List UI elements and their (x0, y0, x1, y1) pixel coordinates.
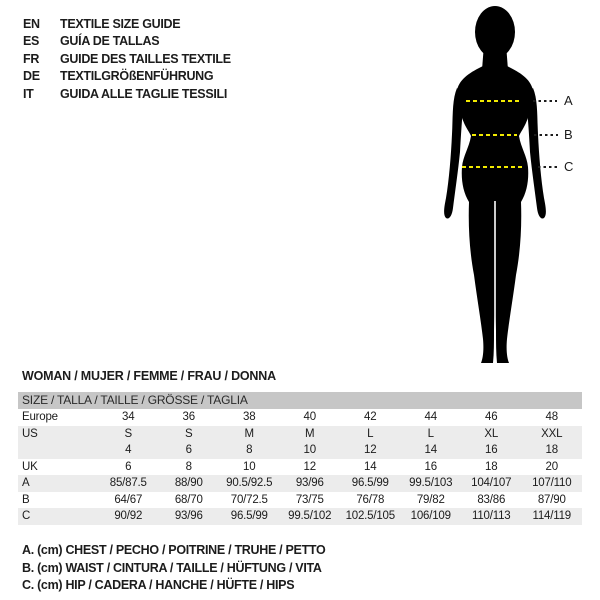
size-cell: 87/90 (537, 493, 566, 506)
size-cell: 18 (485, 460, 498, 473)
size-cell: 70/72.5 (230, 493, 268, 506)
row-label: B (22, 493, 30, 506)
language-label: TEXTILE SIZE GUIDE (60, 16, 181, 31)
table-row (18, 459, 582, 476)
size-cell: 14 (364, 460, 377, 473)
size-cell: 107/110 (532, 477, 572, 489)
size-cell: M (305, 427, 315, 440)
size-cell: 76/78 (356, 493, 385, 506)
table-row (18, 492, 582, 509)
size-cell: 93/96 (174, 510, 203, 522)
size-cell: 73/75 (295, 493, 324, 506)
size-cell: 18 (545, 444, 558, 456)
size-cell: 20 (545, 460, 558, 473)
size-cell: 99.5/103 (409, 477, 453, 489)
size-cell: 10 (243, 460, 256, 473)
size-cell: 6 (185, 444, 192, 456)
language-list (23, 15, 231, 103)
size-cell: 114/119 (532, 510, 571, 522)
size-cell: 10 (303, 444, 316, 456)
size-cell: 44 (424, 411, 437, 423)
measure-label: B (564, 127, 573, 142)
size-cell: 110/113 (472, 510, 511, 522)
measure-dash-line (466, 100, 522, 102)
size-table-header: SIZE / TALLA / TAILLE / GRÖSSE / TAGLIA (18, 392, 582, 409)
size-cell: 16 (424, 460, 437, 473)
size-cell: 6 (125, 460, 132, 473)
measure-label: A (564, 93, 573, 108)
language-row (23, 15, 231, 33)
size-cell: 93/96 (295, 477, 324, 489)
size-cell: 64/67 (114, 493, 143, 506)
measure-dot-line (534, 134, 558, 136)
table-row (18, 442, 582, 459)
size-cell: M (244, 427, 254, 440)
size-cell: 79/82 (416, 493, 445, 506)
table-row (18, 409, 582, 426)
size-cell: 99.5/102 (288, 510, 332, 522)
measure-dash-line (472, 134, 517, 136)
language-label: GUÍA DE TALLAS (60, 34, 160, 49)
size-table-body (18, 409, 582, 525)
size-cell: 14 (424, 444, 437, 456)
legend-line: A. (cm) CHEST / PECHO / POITRINE / TRUHE / PETTO (22, 543, 326, 557)
language-code: DE (23, 69, 40, 84)
size-cell: 46 (485, 411, 498, 423)
language-label: GUIDE DES TAILLES TEXTILE (60, 51, 231, 66)
size-cell: S (185, 427, 193, 440)
size-cell: XXL (541, 427, 563, 440)
size-cell: 96.5/99 (351, 477, 389, 489)
silhouette-right-arm (526, 88, 546, 219)
size-cell: 42 (364, 411, 377, 423)
size-cell: 8 (246, 444, 253, 456)
row-label: A (22, 477, 30, 489)
table-row (18, 426, 582, 443)
size-cell: 12 (303, 460, 316, 473)
size-cell: L (367, 427, 374, 440)
size-cell: 88/90 (174, 477, 203, 489)
size-cell: 16 (485, 444, 498, 456)
row-label: Europe (22, 411, 58, 423)
language-label: TEXTILGRÖßENFÜHRUNG (60, 69, 214, 84)
size-cell: 38 (243, 411, 256, 423)
size-cell: XL (484, 427, 499, 440)
silhouette-left-arm (444, 88, 464, 219)
language-row (23, 68, 231, 86)
row-label: C (22, 510, 31, 522)
language-label: GUIDA ALLE TAGLIE TESSILI (60, 86, 228, 101)
language-code: IT (23, 86, 34, 101)
measure-dot-line (538, 166, 558, 168)
size-cell: 102.5/105 (345, 510, 395, 522)
table-row (18, 508, 582, 525)
legend-line: B. (cm) WAIST / CINTURA / TAILLE / HÜFTUNG / VITA (22, 560, 322, 575)
table-row (18, 475, 582, 492)
section-title: WOMAN / MUJER / FEMME / FRAU / DONNA (22, 369, 276, 383)
size-cell: 40 (303, 411, 316, 423)
row-label (18, 442, 98, 459)
woman-silhouette (425, 4, 570, 368)
silhouette-neck (482, 44, 508, 70)
size-cell: 90.5/92.5 (226, 477, 273, 489)
size-cell: 68/70 (174, 493, 203, 506)
size-cell: 4 (125, 444, 132, 456)
legend-line: C. (cm) HIP / CADERA / HANCHE / HÜFTE / HIPS (22, 578, 295, 592)
measure-label: C (564, 159, 574, 174)
size-cell: 34 (122, 411, 135, 423)
size-cell: 96.5/99 (230, 510, 268, 522)
size-cell: 90/92 (114, 510, 143, 522)
language-row (23, 50, 231, 68)
language-row (23, 85, 231, 103)
size-cell: 104/107 (471, 477, 512, 489)
size-cell: L (427, 427, 434, 440)
size-cell: 12 (364, 444, 377, 456)
size-cell: 83/86 (477, 493, 506, 506)
language-code: ES (23, 34, 40, 49)
row-label: UK (22, 460, 38, 473)
measure-dot-line (533, 100, 557, 102)
language-row (23, 33, 231, 51)
size-cell: 36 (182, 411, 195, 423)
measure-dash-line (462, 166, 523, 168)
row-label: US (22, 427, 38, 440)
language-code: EN (23, 16, 40, 31)
measurement-legend (22, 542, 325, 595)
size-cell: 106/109 (410, 510, 451, 522)
size-cell: 8 (185, 460, 192, 473)
size-cell: S (124, 427, 132, 440)
size-table (18, 392, 582, 525)
size-cell: 85/87.5 (109, 477, 147, 489)
size-cell: 48 (545, 411, 558, 423)
language-code: FR (23, 51, 40, 66)
